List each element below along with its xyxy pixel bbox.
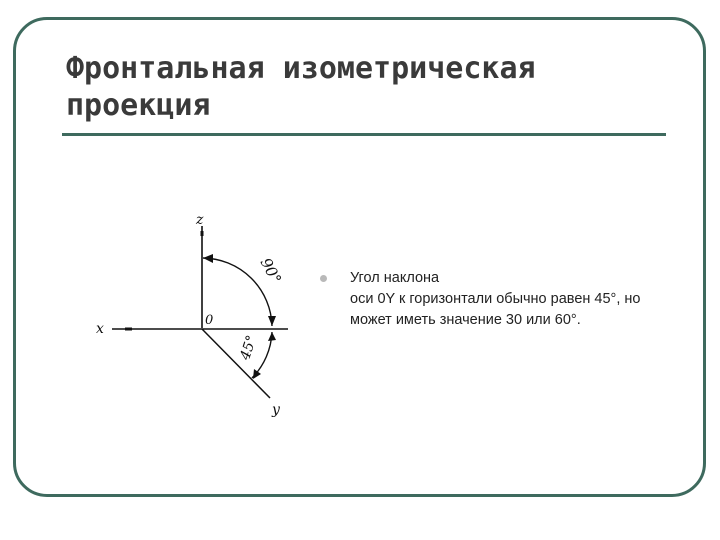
bullet-line-3: может иметь значение 30 или 60°. xyxy=(350,312,581,328)
bullet-dot xyxy=(320,275,327,282)
bullet-line-2: оси 0Y к горизонтали обычно равен 45°, но xyxy=(350,291,641,307)
title-underline xyxy=(62,133,666,136)
y-axis-label: y xyxy=(272,402,280,418)
origin-label: 0 xyxy=(205,313,214,328)
arrowhead-xb xyxy=(268,332,276,341)
z-axis-label: z xyxy=(196,212,204,228)
arrowhead-x xyxy=(268,316,276,326)
angle-label-45: 45° xyxy=(237,333,261,362)
arrowhead-y xyxy=(253,369,261,379)
angle-label-90: 90° xyxy=(256,254,285,287)
bullet-line-1: Угол наклона xyxy=(350,270,440,286)
bullet-text xyxy=(350,268,690,331)
arrowhead-top xyxy=(203,254,213,263)
slide-title xyxy=(66,50,666,124)
title-line-2: проекция xyxy=(66,88,211,123)
title-line-1: Фронтальная изометрическая xyxy=(66,51,536,86)
axes-diagram xyxy=(92,208,304,428)
x-axis-label: x xyxy=(96,321,104,337)
